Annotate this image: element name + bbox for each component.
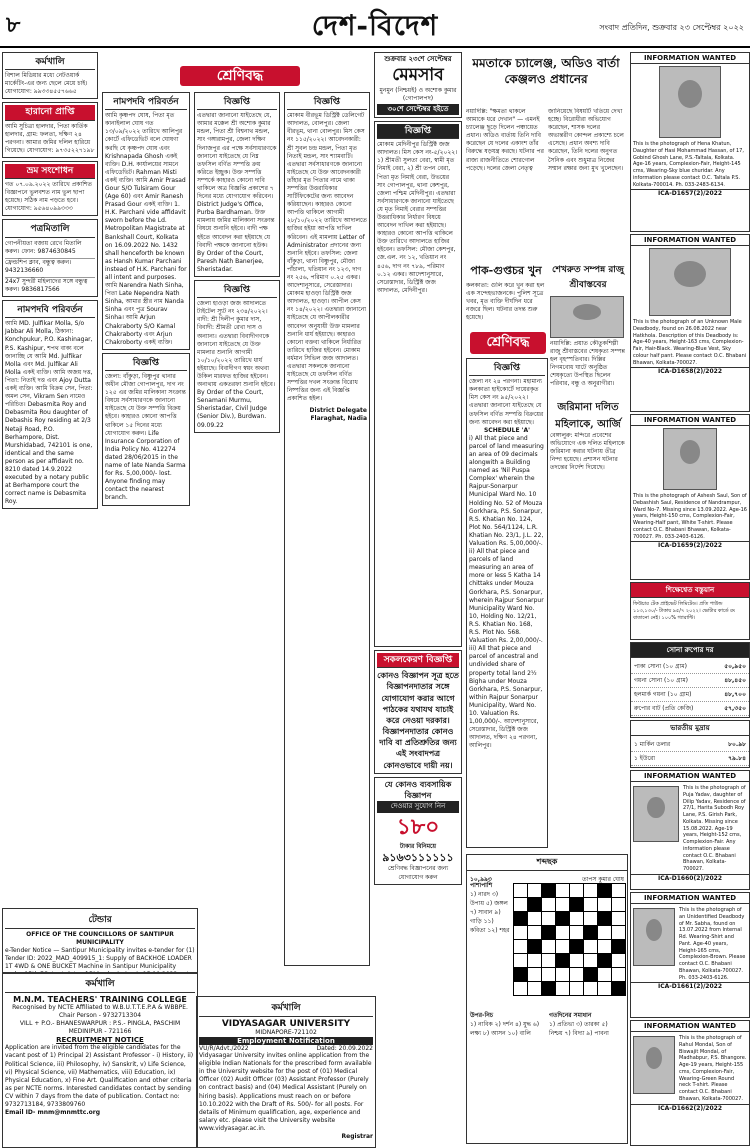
section-heading: কর্মখালি <box>5 55 95 70</box>
column-6 <box>466 358 548 848</box>
iw-ref: ICA-D1660(2)/2022 <box>631 874 749 882</box>
iw-text: This is the photograph of an Unknown Male Deadbody, found on 26.08.2022 near Hatkhola. Description of this Deadbody is: Age-40 years, Height-163 cms, Complexion-Fair, Hair-Black. Wearing-Blue Vest, Sky colour half pant. Please contact O.C. Bhabani Bhawan, Kolkata-700027. <box>633 319 747 366</box>
iw-heading: INFORMATION WANTED <box>631 415 749 426</box>
ad-text: আমি MD. Julfikar Molla, S/o Jabbar Ali Molla, ঠিকানা: Konchpukur, P.O. Kashinagar, P.S. Kashipur, শপথ বাক্য বলে জানাচ্ছি যে আমি Md. Julfikar Molla এবং Md. Julfikar Ali Molla একই ব্যক্তি। আমি অজয় দত্ত, পিতা: নিতাই দত্ত এবং Ajoy Dutta একই ব্যক্তি। আমি বিক্রম সেন, পিতা: অমল সেন, Vikram Sen নামেও পরিচিত। Debasmita Roy and Debasmita Rou daughter of Debashis Roy residing at 2/3 Netaji Road, P.O. Berhampore, Dist. Murshidabad, 742101 is one, identical and the same person as per affidavit no. 8210 dated 14.9.2022 executed by a notary public at Berhampore court the correct name is Debasmita Roy. <box>5 320 93 506</box>
karmakhali-box <box>2 52 98 99</box>
missing-person-photo <box>663 428 717 490</box>
delegate-notice-box <box>284 92 370 966</box>
section-heading: বিজ্ঞপ্তি <box>197 95 277 110</box>
information-wanted-4 <box>630 770 750 890</box>
across-heading: পাশাপাশি <box>470 882 493 889</box>
crossword-number: ১০,৯৯৩ <box>470 876 492 883</box>
gold-rate-row <box>631 660 749 674</box>
section-heading: সকলকেরণ বিজ্ঞপ্তি <box>377 653 459 668</box>
schedule-notice-box <box>466 358 548 848</box>
lost-found-box <box>2 102 98 158</box>
business-ad-phone: ৯১৬৩১১১১১১ <box>382 850 454 864</box>
information-wanted-2 <box>630 234 750 412</box>
ad-text: গত ০৭.০৯.২০২২ তারিখে প্রকাশিত বিজ্ঞাপনে ভুলবশত নাম ভুল ছাপা হয়েছে। সঠিক নাম পড়তে হবে। যোগাযোগ: ৯৫৬৪০৯৯৩৩৩ <box>5 181 92 213</box>
crossword-box <box>466 854 628 1144</box>
notice-box-5 <box>374 121 462 647</box>
fx-rate-row-label: ১ ইউরো <box>634 755 656 762</box>
business-ad-unit: টাকার বিনিময়ে <box>400 842 436 850</box>
film-date: ৩০শে সেপ্টেম্বর হইতে <box>377 104 459 115</box>
section-heading: বিজ্ঞপ্তি <box>469 361 545 376</box>
column-3 <box>194 92 280 968</box>
university-name: VIDYASAGAR UNIVERSITY <box>221 1019 351 1029</box>
university-notification: Employment Notification <box>199 1037 373 1045</box>
column-2 <box>102 92 190 902</box>
fine-story <box>550 432 626 528</box>
iw-text: This is the photograph of Rahul Mondal, Son of Biswajit Mondal, of Madhabpur, P.S. Bhangore. Age-19 years, Height-155 cms, Complexion-Fair, Wearing-Green Round neck T-shirt. Please contact O.C. Bhabani Bhawan, Kolkata-700027. <box>679 1035 747 1102</box>
headline: মমতাকে চ্যালেঞ্জ, অডিও বার্তা কেঞ্জলও প্রধানের <box>472 56 620 86</box>
crossword-heading: শব্দছক <box>467 855 627 871</box>
deadbody-photo <box>649 248 731 316</box>
gold-rate-row-label: রুপোর বাট (প্রতি কেজি) <box>634 705 694 712</box>
gold-rate-row <box>631 716 749 718</box>
down-clues: ১) নাবিক ২) দর্শন ৪) যুদ্ধ ৬) লক্ষ্য ৮) আসন ১০) বালি <box>470 1021 540 1037</box>
page-title: দেশ-বিদেশ <box>311 9 439 42</box>
ad-text: মোকাম বীরভূম ডিস্ট্রিক্ট ডেলিগেট আদালত, বোলপুর। জেলা বীরভূম, থানা বোলপুর। মিস কেস নং ১১৫/২০২২। আবেদনকারী: শ্রী সুবল চন্দ্র মন্ডল, পিতা মৃত নিতাই মন্ডল, সাং শ্যামবাটি। এতদ্বারা সর্বসাধারণকে জানানো যাইতেছে যে উক্ত আবেদনকারী তাঁহার মৃত পিতার নামে থাকা সম্পত্তির উত্তরাধিকার সার্টিফিকেটের জন্য আবেদন করিয়াছেন। কাহারও কোনো আপত্তি থাকিলে আগামী ২৮/১০/২০২২ তারিখে আদালতে হাজির হইয়া আপত্তি দাখিল করিবেন। এই মামলায় Letter of Administrator প্রদানের জন্য শুনানি হইবে। তফসিল: জেলা বাঁকুড়া, থানা বিষ্ণুপুর, মৌজা পাঁচালা, খতিয়ান নং ১২৩, দাগ নং ২৫৬, পরিমাণ ০.২৫ একর। আদেশানুসারে, সেরেস্তাদার। মোকাম হাওড়া ডিস্ট্রিক্ট জজ আদালত, হাওড়া। আপীল কেস নং ১৪/২০২২। এতদ্বারা জানানো যাইতেছে যে আপীলকারীর আবেদন অনুযায়ী উক্ত মামলার শুনানি ধার্য হইয়াছে। কাহারও কোনো বক্তব্য থাকিলে নির্ধারিত তারিখে হাজির হইবেন। মোকাম বর্ধমান সিভিল জজ আদালত। এতদ্বারা সকলকে জানানো যাইতেছে যে তফসিল বর্ণিত সম্পত্তির দখল সংক্রান্ত বিরোধ নিষ্পত্তির জন্য এই বিজ্ঞপ্তি প্রকাশিত হইল। <box>287 112 367 403</box>
crossword-author: তাপস কুমার ঘোষ <box>582 876 624 883</box>
news-story <box>466 108 626 258</box>
solution-text: ১) প্রতিভা ৩) তারকা ৫) নিশ্চয় ৭) বিদ্যা ৯) পাবনা <box>549 1021 609 1037</box>
information-wanted-5 <box>630 892 750 1018</box>
recruitment-text: Application are invited from the eligible candidates for the vacant post of 1) Principal 2) Assistant Professor - i) History, ii) Political Science, iii) Philosophy, iv) Sanskrit, v) Life Science, vi) Physical Science, vii) Mathematics, viii) Education, ix) Physical Education, x) Fine Art. Qualification and other criteria as per NCTE norms. Interested candidates contact by sending CV within 7 days from the date of publication. Contact no: 9732713184, 9733809760 <box>5 1044 194 1109</box>
court-notice-box-2 <box>194 280 280 433</box>
gold-rates <box>630 642 750 718</box>
ad-text: মোকাম মেদিনীপুর ডিস্ট্রিক্ট জজ আদালত। মিস কেস নং-৫/২০২২। ১) শ্রীমতী সুলতা বেরা, স্বামী মৃত নিমাই বেরা, ২) শ্রী তপন বেরা, পিতা মৃত নিমাই বেরা, উভয়ের সাং গোপালপুর, থানা কেশপুর, জেলা পশ্চিম মেদিনীপুর। এতদ্বারা সর্বসাধারণকে জানানো যাইতেছে যে মৃত নিমাই বেরার সম্পত্তির উত্তরাধিকার নির্ধারণ বিষয়ে আবেদন দাখিল করা হইয়াছে। কাহারও কোনো আপত্তি থাকিলে উক্ত তারিখে আদালতে হাজির হইবেন। তফসিল: মৌজা কেশপুর, জে.এল. নং ১২, খতিয়ান নং ৪৫৬, দাগ নং ৭৮৯, পরিমাণ ০.১২ একর। আদেশানুসারে, সেরেস্তাদার, ডিস্ট্রিক্ট জজ আদালত, মেদিনীপুর। <box>377 141 458 294</box>
gold-rate-row <box>631 688 749 702</box>
schedule-text: i) All that piece and parcel of land measuring an area of 09 decimals alongwith a Building named as 'Nil Puspa Complex' wherein the Rajpur-Sonarpur Municipal Ward No. 10 Holding No. 52 of Mouza Gorkhara, P.S. Sonarpur, R.S. Khatian No. 124, Plot No. 564/1124, L.R. Khatian No. 23/1, J.L. 22, Valuation Rs. 5,00,000/-. ii) All that piece and parcels of land measuring an area of more or less 5 Katha 14 chittaks under Mouza Gorkhara, P.S. Sonarpur, wherein Rajpur Sonarpur Municipality Ward No. 10, Holding No. 12/21, R.S. Khatian No. 168, R.S. Plot No. 568. Valuation Rs. 2,00,000/-. iii) All that piece and parcel of ancestral and undivided share of property total land 2½ Bigha under Mouza Gorkhara, P.S. Sonarpur, within Rajpur Sonarpur Municipality, Ward No. 10. Valuation Rs. 1,00,000/-. আদেশানুসারে, সেরেস্তাদার, ডিস্ট্রিক্ট জজ আদালত, দক্ষিণ ২৪ পরগনা, আলিপুর। <box>469 434 544 750</box>
gold-rate-row-label <box>634 717 696 718</box>
ad-text: 24x7 সুন্দরী মহিলাদের সঙ্গে বন্ধুত্ব করুন। 9836817566 <box>5 277 95 294</box>
gold-rate-row-label: পাকা সোনা (১০ গ্রাম) <box>634 663 687 670</box>
iw-text: This is the photograph of Ashesh Saul, Son of Debashish Saul, Residence of Nandrampur, Ward No-7. Missing since 13.09.2022. Age-16 years, Height-150 cms, Complexion-Fair, Wearing-Half pant, White T-shirt. Please contact O.C. Bhabani Bhawan, Kolkata-700027. Ph. 033-2403-6126. <box>633 493 747 540</box>
notice-box <box>102 353 190 506</box>
section-heading: কর্মখালি <box>5 975 195 993</box>
iw-heading: INFORMATION WANTED <box>631 235 749 246</box>
ad-text: জেলা হাওড়া জজ আদালতে টাইটেল স্যুট নং ২৩৪/২০২২। বাদী: শ্রী দিলীপ কুমার দাস, বিবাদী: শ্রীমতী রেখা দাস ও অন্যান্য। এতদ্বারা বিবাদীগণকে জানানো যাইতেছে যে উক্ত মামলার শুনানি আগামী ১০/১০/২০২২ তারিখে ধার্য হইয়াছে। বিবাদীগণ স্বয়ং অথবা উকিল মারফত হাজির হইবেন। অন্যথায় একতরফা শুনানি হইবে। By Order of the Court, Senamani Murmu, Sheristadar, Civil Judge (Senior Div.), Burdwan. 09.09.22 <box>197 300 276 429</box>
finance-heading: শিক্ষেশ্বেত বস্তুয়ান <box>631 583 749 598</box>
name-change-box-2 <box>102 92 190 350</box>
business-ad-price: ১৮০ <box>396 814 440 840</box>
business-ad-heading: যে কোনও ব্যবসায়িক বিজ্ঞাপন <box>384 779 452 800</box>
section-heading: ভ্রম সংশোধন <box>5 164 95 179</box>
gold-rate-row-value: ৪৮,৪৫০ <box>724 677 746 684</box>
friendship-box <box>2 219 98 297</box>
section-heading: বিজ্ঞপ্তি <box>105 356 187 371</box>
murder-body: কলকাতা: গুলি করে খুন করা হল এক সন্দেহভাজনকে। পুলিশ সূত্রে খবর, মৃত ব্যক্তি দীর্ঘদিন ধরে নজরে ছিল। ঘটনার তদন্ত শুরু হয়েছে। <box>466 282 545 322</box>
film-ad <box>374 52 462 118</box>
section-heading: নামপদবি পরিবর্তন <box>105 95 187 110</box>
news-photo <box>550 296 624 338</box>
university-address: MIDNAPORE-721102 <box>255 1029 317 1036</box>
section-heading: বিজ্ঞপ্তি <box>287 95 367 110</box>
caution-box <box>374 650 462 774</box>
fx-rate-row-label: ১ মার্কিন ডলার <box>634 741 671 748</box>
fx-rate-row <box>631 752 749 766</box>
college-recruitment-ad <box>2 972 198 1148</box>
iw-ref: ICA-D1657(2)/2022 <box>631 189 749 197</box>
section-heading: বিজ্ঞপ্তি <box>377 124 459 139</box>
gold-rate-row-value: ৫০,৯৫০ <box>724 663 746 670</box>
university-ref: VU/R/Advt./2022 <box>199 1045 249 1053</box>
gold-rate-row <box>631 702 749 716</box>
fx-heading: ভারতীয় মুদ্রায় <box>631 721 749 736</box>
tender-text: e-Tender Notice — Santipur Municipality invites e-tender for (1) Tender ID: 2022_MAD_409915_1: Supply of BACKHOE LOADER 1T 4WD & ONE BUCKET Machine in Santipur Municipality <box>5 947 195 971</box>
ad-text: জেলা: বাঁকুড়া, বিষ্ণুপুর থানার অধীন মৌজা গোপালপুর, দাগ নং ১২৫ এর জমির মালিকানা সংক্রান্ত বিষয়ে সর্বসাধারণকে জানানো যাইতেছে যে উক্ত সম্পত্তি বিক্রয় হইবে। কাহারও কোনো আপত্তি থাকিলে ১৫ দিনের মধ্যে যোগাযোগ করুন। Life Insurance Corporation of India Policy No. 412274 dated 28/06/2015 in the name of late Nanda Sarma for Rs. 5,00,000/- lost. Anyone finding may contact the nearest branch. <box>105 373 186 502</box>
film-title: মেমসাব <box>392 65 444 86</box>
fx-rows <box>631 738 749 768</box>
iw-ref: ICA-D1658(2)/2022 <box>631 367 749 375</box>
recruitment-heading: RECRUITMENT NOTICE <box>56 1036 144 1045</box>
gold-rate-row-value: ৪৮,৭০০ <box>724 691 746 698</box>
gold-rate-row <box>631 674 749 688</box>
section-heading: টেন্ডার <box>5 911 195 929</box>
fx-rate-row <box>631 738 749 752</box>
missing-person-photo <box>633 786 679 842</box>
classified-banner-2: শ্রেণিবদ্ধ <box>470 332 546 354</box>
iw-heading: INFORMATION WANTED <box>631 53 749 64</box>
ad-text: বিশাল মিডিয়ার মধ্যে নেটওয়ার্ক মার্কেটিং-এর জন্য ছেলে মেয়ে চাই। যোগাযোগ: ৯৯৩৩৪৫৫৭৬৬৫ <box>5 72 88 96</box>
fx-rate-row <box>631 766 749 768</box>
iw-heading: INFORMATION WANTED <box>631 771 749 782</box>
crossword-grid[interactable] <box>513 883 626 996</box>
funeral-body: নয়াদিল্লি: প্রয়াত কৌতুকশিল্পী রাজু শ্রীবাস্তবের শেষকৃত্য সম্পন্ন হল বৃহস্পতিবার। দিল্লির নিগমবোধ ঘাটে অনুষ্ঠিত শেষকৃত্যে উপস্থিত ছিলেন পরিবার, বন্ধু ও অনুরাগীরা। <box>550 340 625 388</box>
gold-rate-row-label: হলমার্ক গয়না (১০ গ্রাম) <box>634 691 692 698</box>
ad-text: এতদ্বারা জানানো যাইতেছে যে, আমার মক্কেল শ্রী অশোক কুমার মন্ডল, পিতা শ্রী বিশ্বনাথ মন্ডল, সাং গঙ্গারামপুর, জেলা দক্ষিণ দিনাজপুর এর পক্ষে সর্বসাধারণকে জানানো যাইতেছে যে নিম্ন তফসিল বর্ণিত সম্পত্তি ক্রয় করিতে ইচ্ছুক। উক্ত সম্পত্তি সম্পর্কে কাহারও কোনো দাবি থাকিলে অত্র বিজ্ঞপ্তি প্রকাশের ৭ দিনের মধ্যে যোগাযোগ করিবেন। District Judge's Office, Purba Bardhaman. উক্ত মামলায় জমির মালিকানা সংক্রান্ত বিষয়ে শুনানি হইবে। বাদী পক্ষ হইতে আবেদন করা হইয়াছে যে বিবাদী পক্ষকে জানানো হউক। By Order of the Court, Paresh Nath Banerjee, Sheristadar. <box>197 112 277 273</box>
schedule-heading: SCHEDULE 'A' <box>483 426 531 434</box>
gold-rate-row-label: গয়না সোনা (১০ গ্রাম) <box>634 677 689 684</box>
tender-box <box>2 908 198 974</box>
column-5 <box>374 52 462 1142</box>
section-heading: নামপদবি পরিবর্তন <box>5 303 95 318</box>
down-heading: উপর-নিচ <box>470 1012 494 1019</box>
iw-heading: INFORMATION WANTED <box>631 1021 749 1032</box>
page-number: ৮ <box>6 12 21 38</box>
missing-person-photo <box>659 66 721 138</box>
ad-text: গোপনীয়তা বজায় রেখে মিতালি করুন। ফোন: 9874630845 <box>5 239 82 255</box>
information-wanted-3 <box>630 414 750 580</box>
crossword-solution <box>549 1011 623 1038</box>
masthead <box>0 0 750 48</box>
college-email: Email ID- mnm@mnmttc.org <box>5 1109 101 1117</box>
business-ad-note: শ্রেণিবদ্ধ বিজ্ঞাপনের জন্য যোগাযোগ করুন <box>387 865 449 881</box>
business-ad-text: দেওয়ার সুযোগ নিন <box>377 801 459 812</box>
iw-ref: ICA-D1659(2)/2022 <box>631 541 749 549</box>
iw-text: This is the photograph of Hena Khatun, Daughter of Hasi Mohammad Hassan, of 17, Gobind Ghosh Lane, P.S.-Taltala, Kolkata. Age-16 years, Complexion-Fair, Height-145 cms, Wearing-Sky blue churidar. Any information please contact O.C. Taltala P.S. Kolkata-700014. Ph. 033-2483-6134. <box>633 141 744 188</box>
section-heading: পত্রমিতালি <box>5 222 95 237</box>
business-ad <box>374 777 462 885</box>
missing-person-photo <box>633 1036 675 1094</box>
court-notice-box <box>194 92 280 277</box>
column-1 <box>2 52 98 897</box>
university-date: Dated: 20.09.2022 <box>316 1045 373 1053</box>
ad-text: আমি কৃষ্ণপদ ঘোষ, পিতা মৃত কানাইলাল ঘোষ গত ১৩/০৯/২০২২ তারিখে আলিপুর কোর্টে এফিডেভিট বলে ঘোষণা করছি যে কৃষ্ণপদ ঘোষ এবং Krishnapada Ghosh একই ব্যক্তি। D.H. কার্যালয়ের সামনে এফিডেভিট। Rahman Misti একই ব্যক্তি। আমি Amir Prasad Gour S/O Tulsiram Gour (Age 60) এবং Amir Ranesh Prasad Gour একই ব্যক্তি। 1. H.K. Parchani vide affidavit sworn before the Ld. Metropolitan Magistrate at Bankshall Court, Kolkata on 16.09.2022 No. 1432 shall henceforth be known as Hansh Kumar Parchani instead of H.K. Parchani for all intent and purposes. আমি Narendra Nath Sinha, পিতা Late Nependra Nath Sinha, আমার স্ত্রীর নাম Nanda Sinha এবং পুত্র Sourav Sinha। আমি Arjun Chakraborty S/O Kamal Chakraborty এবং Arjun Chakroborty একই ব্যক্তি। <box>105 112 187 346</box>
crossword-across <box>470 881 510 935</box>
across-clues: ১) নারদ ৩) উপায় ৫) জঙ্গল ৭) সাবান ৯) গাড়ি ১১) কবিতা ১২) শহর <box>470 891 510 934</box>
information-wanted-1 <box>630 52 750 232</box>
correction-box <box>2 161 98 217</box>
finance-text: ফিউচার টেক প্রাইভেট লিমিটেড। প্রতি পাউন্ড ১১৩,১৩০/- টাকায় ৯৫/৭ ২০২২। ভোটার কার্ডে রং বাতানো নেই। ১০০% গ্যারান্টি। <box>633 601 736 621</box>
funeral-story <box>550 296 626 396</box>
gold-rows <box>631 660 749 718</box>
iw-text: This is the photograph of Puja Yadav, daughter of Dilip Yadav, Residence of 27/1, Harita Subodh Roy Lane, P.S. Girish Park, Kolkata. Missing since 15.08.2022. Age-19 years, Height-152 cms, Complexion-Fair. Any information please contact O.C. Bhabani Bhawan, Kolkata-700027. <box>683 785 746 872</box>
ad-text: আমি সুচিত্রা হালদার, পিতা কার্তিক হালদার, গ্রাম: ফলতা, দক্ষিণ ২৪ পরগনা। আমার জমির দলিল হারিয়ে গিয়েছে। যোগাযোগ: ৯৭৩৫২২৭১৯৮ <box>5 122 95 154</box>
murder-headline: পাক-গুপ্তচর খুন <box>470 264 542 277</box>
section-heading: বিজ্ঞপ্তি <box>197 283 277 298</box>
caution-text: কোনও বিজ্ঞাপন সূত্র হতে বিজ্ঞাপনদাতার সঙ্গে যোগাযোগ করার আগে পাঠকের যথাযথ যাচাই করে নেওয়া দরকার। বিজ্ঞাপনদাতার কোনও দাবি বা প্রতিশ্রুতির জন্য এই সংবাদপত্র কোনওভাবে দায়ী নয়। <box>377 671 459 770</box>
college-name: M.N.M. TEACHERS' TRAINING COLLEGE <box>13 995 187 1004</box>
ad-text: ফ্রেন্ডশিপ ক্লাব, বন্ধুত্ব করুন। 9432136660 <box>5 258 95 275</box>
solution-heading: গতদিনের সমাধান <box>549 1012 592 1019</box>
gold-rate-row-value: ৫৭,৩৫০ <box>724 705 746 712</box>
university-sign: Registrar <box>341 1133 373 1141</box>
column-4 <box>284 92 370 968</box>
funeral-headline: শেখরুত সম্পন্ন রাজু শ্রীবাস্তবের <box>552 265 624 290</box>
name-change-box <box>2 300 98 509</box>
news-body: নয়াদিল্লি: "ক্ষমতা থাকলে আমাকে ধরে দেখান" — এমনই চ্যালেঞ্জ ছুড়ে দিলেন পঞ্চায়েত প্রধান। অডিও বার্তায় তিনি দাবি করেছেন যে দলের একাংশ তাঁর বিরুদ্ধে ষড়যন্ত্র করছে। ঘটনার পর রাজ্য রাজনীতিতে শোরগোল পড়েছে। দলের জেলা নেতৃত্ব জানিয়েছে বিষয়টি খতিয়ে দেখা হচ্ছে। বিরোধীরা অভিযোগ করেছেন, শাসক দলের অভ্যন্তরীণ কোন্দল প্রকাশ্যে চলে এসেছে। প্রধান অবশ্য দাবি করেছেন, তিনি দলের অনুগত সৈনিক এবং শুধুমাত্র নিজের সম্মান রক্ষার জন্য মুখ খুলেছেন। <box>466 108 624 172</box>
tender-office: OFFICE OF THE COUNCILLORS OF SANTIPUR MUNICIPALITY <box>26 931 174 947</box>
edition-date: সংবাদ প্রতিদিন, শুক্রবার ২৩ সেপ্টেম্বর ২০২২ <box>599 23 744 32</box>
iw-ref: ICA-D1662(2)/2022 <box>631 1104 749 1112</box>
murder-story <box>466 282 546 322</box>
college-address: VILL + P.O.- BHANESWARPUR : P.S.- PINGLA, PASCHIM MEDINIPUR - 721166 <box>19 1020 181 1036</box>
film-release: শুক্রবার ২৩শে সেপ্টেম্বর <box>384 55 452 63</box>
deadbody-photo <box>633 908 675 966</box>
notice-sign: District Delegate Flaraghat, Nadia <box>309 406 367 422</box>
fine-body: বেঙ্গালুরু: মন্দিরে প্রবেশের অভিযোগে এক দলিত মহিলাকে জরিমানা করার ঘটনায় তীব্র নিন্দা হয়েছে। প্রশাসন ঘটনার তদন্তের নির্দেশ দিয়েছে। <box>550 432 625 472</box>
film-cast: মুনমুন (নিশ্চয়ই) ও অশোক কুমার (গোপালপদ) <box>379 87 457 103</box>
college-recognition: Recognised by NCTE Affiliated to W.B.U.T.T.E.P.A & WBBPE. Chair Person - 9732713304 <box>12 1004 188 1020</box>
gold-heading: সোনা রুপোর দর <box>631 643 749 658</box>
iw-ref: ICA-D1661(2)/2022 <box>631 982 749 990</box>
section-heading: হারানো প্রাপ্তি <box>5 105 95 120</box>
fx-rate-row-value: ৭৯.৮৪ <box>728 755 746 762</box>
fx-rate-row-value: ৮০.৯৮ <box>728 741 746 748</box>
iw-heading: INFORMATION WANTED <box>631 893 749 904</box>
crossword-down <box>470 1011 544 1038</box>
fine-headline: জরিমানা দলিত মহিলাকে, আর্জি <box>555 402 621 430</box>
finance-box <box>630 582 750 640</box>
gold-rate-row-value <box>724 717 746 718</box>
section-heading: কর্মখালি <box>199 999 373 1017</box>
ad-text: জেলা নং ২৪ পরগনা। মহামান্য কলকাতা হাইকোর্টে দায়েরকৃত মিস কেস নং ৯৫/২০২২। এতদ্বারা জানানো যাইতেছে যে তফসিল বর্ণিত সম্পত্তি বিক্রয়ের জন্য আবেদন করা হইয়াছে। <box>469 378 544 426</box>
university-ad <box>196 996 376 1148</box>
fx-rate-row-label <box>634 767 655 768</box>
fx-rate-row-value <box>728 767 746 768</box>
information-wanted-6 <box>630 1020 750 1146</box>
fx-rates <box>630 720 750 768</box>
classified-banner: শ্রেণিবদ্ধ <box>180 66 300 86</box>
iw-text: This is the photograph of an Unidentified Deadbody of Mr. Sabha, found on 13.07.2022 from Internal Rd. Wearing-Shirt and Pant. Age-40 years, Height-165 cms, Complexion-Brown. Please contact O.C. Bhabani Bhawan, Kolkata-700027. Ph. 033-2403-6126. <box>679 907 746 981</box>
university-text: Vidyasagar University invites online application from the eligible Indian Nationals for the prescribed form available in the University website for the post of (01) Medical Officer (02) Audit Officer (03) Assistant Professor (Purely on contract basis) and (04) Medical Assistant (Purely on hiring basis). Applications must reach on or before 10.10.2022 with the Draft of Rs. 500/- for all posts. For details of Minimum qualification, age, experience and salary etc. please visit the University website www.vidyasagar.ac.in. <box>199 1052 372 1132</box>
